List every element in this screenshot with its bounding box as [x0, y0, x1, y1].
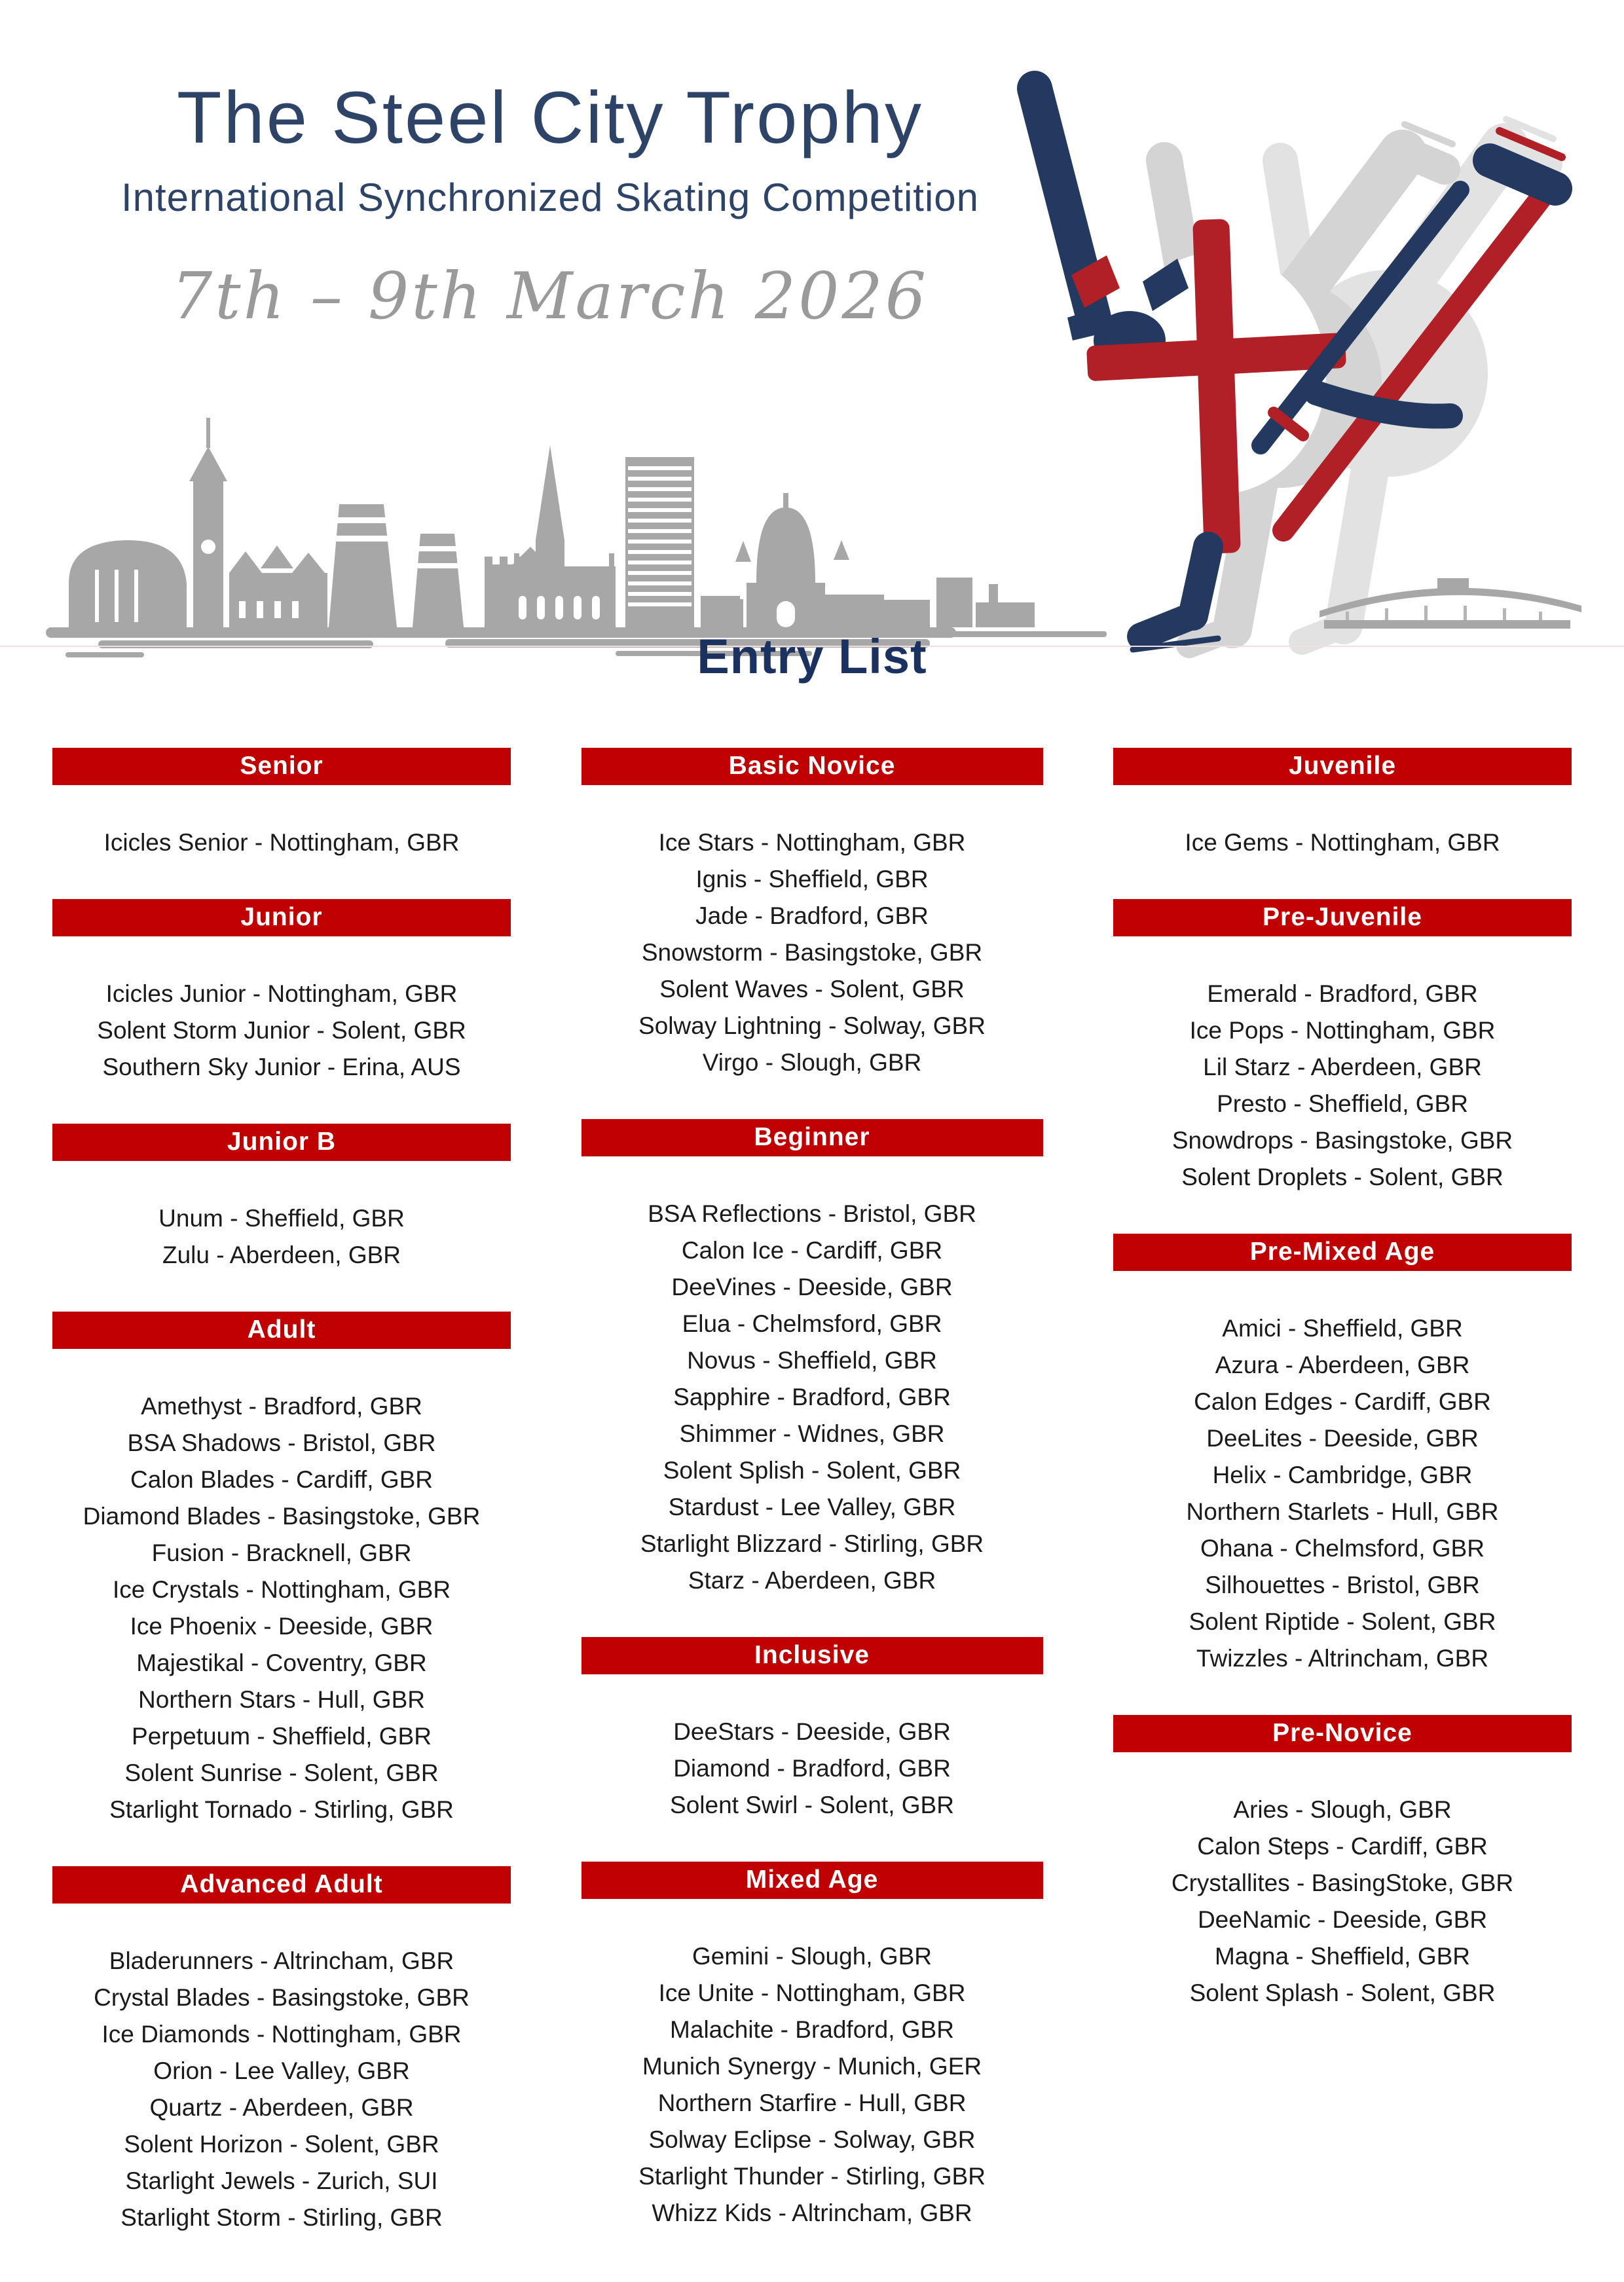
team-entry: Majestikal - Coventry, GBR — [136, 1649, 427, 1676]
team-entry: BSA Shadows - Bristol, GBR — [127, 1429, 436, 1456]
team-entry: Crystal Blades - Basingstoke, GBR — [94, 1984, 470, 2011]
team-entry: Starlight Tornado - Stirling, GBR — [109, 1796, 454, 1823]
team-entry: DeeNamic - Deeside, GBR — [1197, 1906, 1488, 1933]
team-entry-list — [581, 1196, 1043, 1599]
team-entry: DeeLites - Deeside, GBR — [1206, 1425, 1479, 1452]
category-header: Mixed Age — [581, 1862, 1043, 1899]
team-entry: Southern Sky Junior - Erina, AUS — [102, 1054, 461, 1080]
event-dates: 7th – 9th March 2026 — [171, 259, 929, 335]
team-entry: Starlight Storm - Stirling, GBR — [120, 2204, 443, 2231]
team-entry: Northern Starfire - Hull, GBR — [657, 2089, 967, 2116]
category-header: Pre-Novice — [1113, 1715, 1572, 1752]
team-entry: Snowdrops - Basingstoke, GBR — [1172, 1127, 1513, 1154]
team-entry: BSA Reflections - Bristol, GBR — [648, 1200, 976, 1227]
team-entry: Solent Horizon - Solent, GBR — [124, 2131, 439, 2158]
team-entry: Icicles Senior - Nottingham, GBR — [103, 829, 460, 856]
entry-column-left — [52, 748, 511, 2274]
category-section — [1113, 748, 1572, 861]
team-entry: Ice Pops - Nottingham, GBR — [1189, 1017, 1496, 1044]
category-header: Basic Novice — [581, 748, 1043, 785]
team-entry-list — [581, 824, 1043, 1081]
event-subtitle: International Synchronized Skating Competition — [120, 175, 980, 220]
team-entry: Shimmer - Widnes, GBR — [679, 1420, 945, 1447]
category-section — [52, 1866, 511, 2236]
entry-column-right — [1113, 748, 1572, 2274]
team-entry: Calon Edges - Cardiff, GBR — [1194, 1388, 1491, 1415]
team-entry: Icicles Junior - Nottingham, GBR — [105, 980, 458, 1007]
category-section — [1113, 1234, 1572, 1677]
team-entry-list — [52, 1200, 511, 1274]
category-header: Senior — [52, 748, 511, 785]
team-entry: Perpetuum - Sheffield, GBR — [132, 1723, 432, 1750]
team-entry: Novus - Sheffield, GBR — [687, 1347, 937, 1374]
team-entry: Starz - Aberdeen, GBR — [688, 1567, 936, 1594]
category-header: Junior — [52, 899, 511, 936]
team-entry-list — [1113, 1792, 1572, 2012]
team-entry-list — [1113, 976, 1572, 1196]
team-entry: Azura - Aberdeen, GBR — [1215, 1352, 1470, 1378]
team-entry: Ohana - Chelmsford, GBR — [1200, 1535, 1485, 1562]
team-entry: Amethyst - Bradford, GBR — [141, 1393, 422, 1420]
team-entry: Virgo - Slough, GBR — [702, 1049, 922, 1076]
team-entry: Amici - Sheffield, GBR — [1222, 1315, 1463, 1342]
team-entry-list — [581, 1938, 1043, 2232]
team-entry: Ice Phoenix - Deeside, GBR — [130, 1613, 434, 1640]
team-entry: Ice Stars - Nottingham, GBR — [658, 829, 966, 856]
team-entry: Solent Splash - Solent, GBR — [1189, 1979, 1496, 2006]
team-entry: Ice Diamonds - Nottingham, GBR — [101, 2021, 462, 2048]
category-section — [581, 1862, 1043, 2232]
team-entry: Fusion - Bracknell, GBR — [151, 1539, 412, 1566]
team-entry: Solent Splish - Solent, GBR — [663, 1457, 961, 1484]
team-entry: Diamond - Bradford, GBR — [673, 1755, 951, 1782]
team-entry: Lil Starz - Aberdeen, GBR — [1203, 1054, 1482, 1080]
team-entry: Crystallites - BasingStoke, GBR — [1171, 1869, 1514, 1896]
category-section — [52, 899, 511, 1086]
team-entry: Solway Eclipse - Solway, GBR — [648, 2126, 976, 2153]
team-entry: Aries - Slough, GBR — [1233, 1796, 1452, 1823]
category-header: Junior B — [52, 1124, 511, 1161]
team-entry: Calon Blades - Cardiff, GBR — [130, 1466, 433, 1493]
category-header: Juvenile — [1113, 748, 1572, 785]
team-entry: Bladerunners - Altrincham, GBR — [109, 1947, 454, 1974]
team-entry: Solent Swirl - Solent, GBR — [670, 1792, 954, 1818]
entry-column-middle — [581, 748, 1043, 2274]
arena-graphic — [1310, 560, 1591, 638]
team-entry: Calon Ice - Cardiff, GBR — [681, 1237, 943, 1264]
team-entry: Ice Gems - Nottingham, GBR — [1185, 829, 1500, 856]
team-entry: Solway Lightning - Solway, GBR — [638, 1012, 986, 1039]
team-entry: Solent Sunrise - Solent, GBR — [124, 1759, 439, 1786]
category-header: Advanced Adult — [52, 1866, 511, 1904]
event-header — [39, 77, 1061, 334]
team-entry-list — [1113, 824, 1572, 861]
category-section — [1113, 899, 1572, 1196]
category-header: Adult — [52, 1312, 511, 1349]
team-entry: Starlight Blizzard - Stirling, GBR — [640, 1530, 984, 1557]
category-section — [1113, 1715, 1572, 2012]
team-entry: Presto - Sheffield, GBR — [1217, 1090, 1468, 1117]
category-header: Pre-Juvenile — [1113, 899, 1572, 936]
category-section — [581, 1637, 1043, 1824]
entry-columns — [52, 748, 1572, 2274]
team-entry-list — [1113, 1310, 1572, 1677]
team-entry: Stardust - Lee Valley, GBR — [668, 1494, 956, 1520]
team-entry: Solent Riptide - Solent, GBR — [1189, 1608, 1496, 1635]
team-entry: Twizzles - Altrincham, GBR — [1196, 1645, 1489, 1672]
team-entry: Whizz Kids - Altrincham, GBR — [652, 2199, 972, 2226]
category-section — [52, 1312, 511, 1828]
team-entry: Northern Stars - Hull, GBR — [138, 1686, 425, 1713]
team-entry-list — [52, 824, 511, 861]
team-entry: Ignis - Sheffield, GBR — [695, 866, 929, 893]
team-entry: Ice Crystals - Nottingham, GBR — [112, 1576, 451, 1603]
team-entry: Sapphire - Bradford, GBR — [673, 1384, 951, 1410]
team-entry: Diamond Blades - Basingstoke, GBR — [83, 1503, 481, 1530]
team-entry: Solent Waves - Solent, GBR — [659, 976, 965, 1003]
team-entry: Unum - Sheffield, GBR — [158, 1205, 405, 1232]
category-section — [52, 1124, 511, 1274]
category-section — [581, 748, 1043, 1081]
team-entry: Solent Droplets - Solent, GBR — [1181, 1164, 1504, 1190]
team-entry: Helix - Cambridge, GBR — [1212, 1462, 1473, 1488]
event-title: The Steel City Trophy — [177, 77, 923, 158]
team-entry: Northern Starlets - Hull, GBR — [1186, 1498, 1499, 1525]
category-section — [581, 1119, 1043, 1599]
page-title: Entry List — [697, 629, 927, 684]
team-entry: Starlight Thunder - Stirling, GBR — [638, 2163, 986, 2190]
team-entry-list — [52, 1388, 511, 1828]
arena-icon — [1320, 578, 1581, 629]
team-entry: Silhouettes - Bristol, GBR — [1205, 1572, 1480, 1598]
team-entry: Calon Steps - Cardiff, GBR — [1197, 1833, 1488, 1860]
team-entry: Snowstorm - Basingstoke, GBR — [641, 939, 983, 966]
team-entry: Ice Unite - Nottingham, GBR — [658, 1979, 966, 2006]
team-entry: Elua - Chelmsford, GBR — [682, 1310, 942, 1337]
team-entry: Magna - Sheffield, GBR — [1214, 1943, 1471, 1970]
team-entry-list — [581, 1714, 1043, 1824]
skyline-buildings-icon — [46, 418, 1107, 657]
team-entry: DeeStars - Deeside, GBR — [673, 1718, 951, 1745]
team-entry: Zulu - Aberdeen, GBR — [162, 1242, 401, 1268]
team-entry: Emerald - Bradford, GBR — [1207, 980, 1478, 1007]
team-entry: Orion - Lee Valley, GBR — [153, 2057, 410, 2084]
team-entry: Munich Synergy - Munich, GER — [642, 2053, 982, 2080]
team-entry: DeeVines - Deeside, GBR — [671, 1274, 953, 1300]
category-header: Beginner — [581, 1119, 1043, 1156]
team-entry: Malachite - Bradford, GBR — [670, 2016, 954, 2043]
team-entry: Starlight Jewels - Zurich, SUI — [125, 2167, 438, 2194]
team-entry-list — [52, 1943, 511, 2236]
team-entry-list — [52, 976, 511, 1086]
category-header: Pre-Mixed Age — [1113, 1234, 1572, 1271]
team-entry: Solent Storm Junior - Solent, GBR — [97, 1017, 466, 1044]
team-entry: Gemini - Slough, GBR — [692, 1943, 932, 1970]
category-header: Inclusive — [581, 1637, 1043, 1674]
team-entry: Jade - Bradford, GBR — [695, 902, 929, 929]
team-entry: Quartz - Aberdeen, GBR — [149, 2094, 414, 2121]
category-section — [52, 748, 511, 861]
